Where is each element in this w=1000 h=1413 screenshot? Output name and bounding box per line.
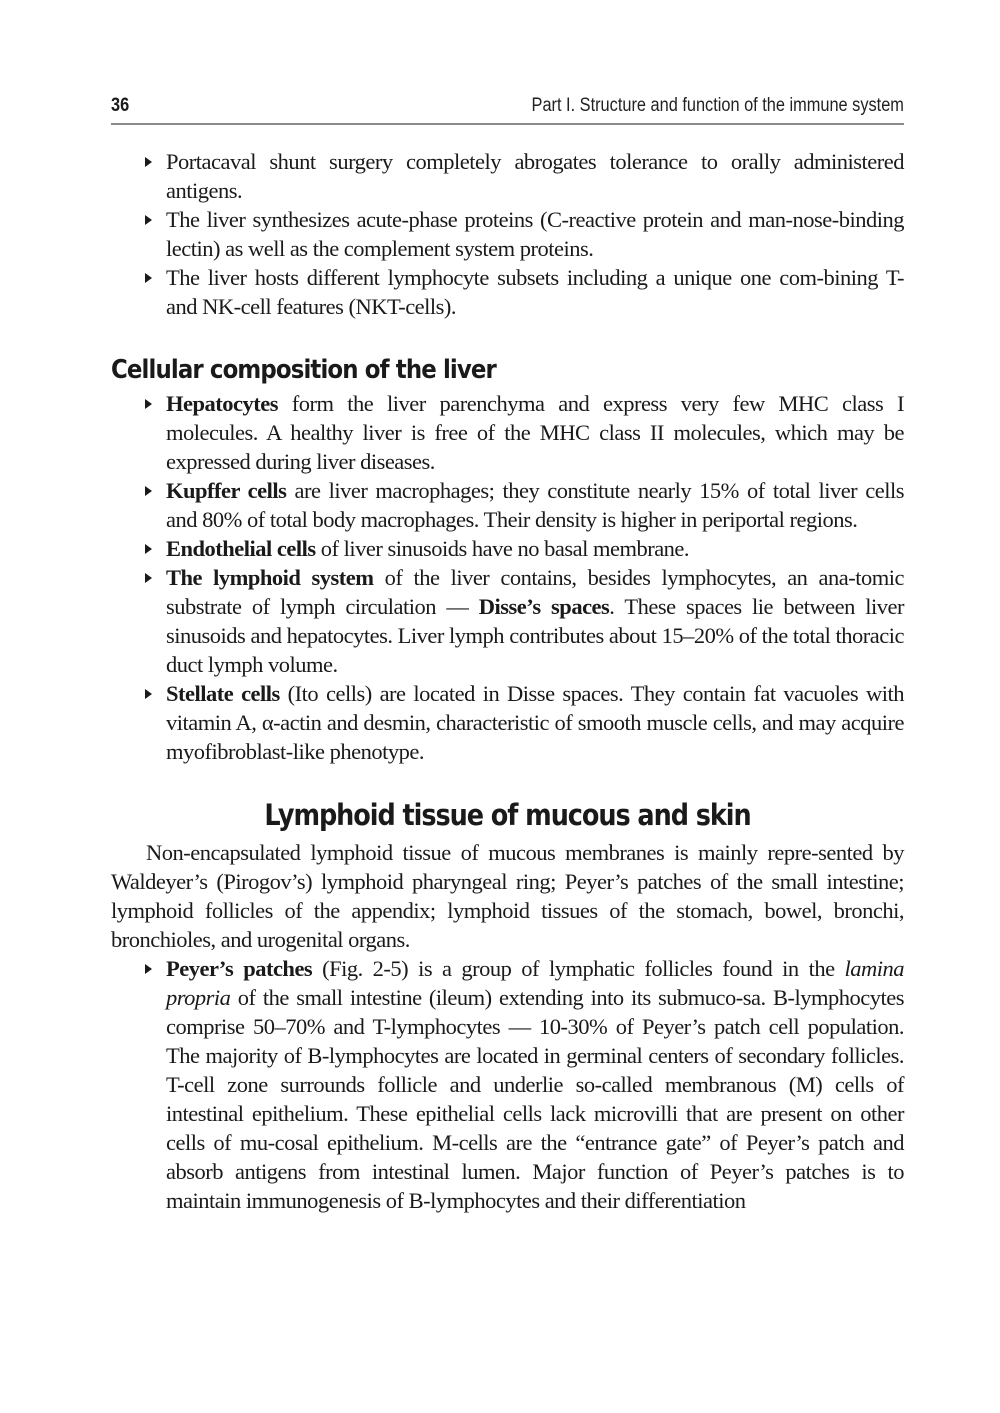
bullet-arrow-icon (145, 157, 152, 167)
list-item (166, 389, 904, 476)
term: Hepatocytes (166, 391, 278, 416)
bullet-text: (Ito cells) are located in Disse spaces. They contain fat vacuoles with vitamin A, α-actin and desmin, characteristic of smooth muscle cells, and may acquire myofibroblast-like phenotype. (166, 681, 904, 764)
bullet-text: The liver synthesizes acute-phase proteins (C-reactive protein and man-nose-binding lectin) as well as the complement system proteins. (166, 207, 904, 261)
list-item (166, 205, 904, 263)
bullet-text: are liver macrophages; they constitute nearly 15% of total liver cells and 80% of total body macrophages. Their density is higher in periportal regions. (166, 478, 905, 532)
mucous-bullet-list (111, 954, 904, 1215)
book-page (111, 95, 904, 1215)
term: Disse’s spaces (478, 594, 610, 619)
list-item (166, 263, 904, 321)
bullet-arrow-icon (145, 544, 152, 554)
bullet-text: The liver hosts different lymphocyte subsets including a unique one com-bining T- and NK-cell features (NKT-cells). (166, 265, 904, 319)
list-item (166, 679, 904, 766)
bullet-arrow-icon (145, 486, 152, 496)
header-rule (111, 123, 904, 125)
list-item (166, 534, 904, 563)
section-heading: Cellular composition of the liver (111, 355, 496, 385)
bullet-text: form the liver parenchyma and express very few MHC class I molecules. A healthy liver is free of the MHC class II molecules, which may be expressed during liver diseases. (166, 391, 904, 474)
bullet-text: . These spaces lie between liver sinusoids and hepatocytes. Liver lymph contributes about 15–20% of the total thoracic duct lymph volume. (166, 594, 904, 677)
italic-term: lamina propria (166, 956, 904, 1010)
list-item (166, 147, 904, 205)
bullet-arrow-icon (145, 399, 152, 409)
list-item (166, 476, 904, 534)
paragraph: Non-encapsulated lymphoid tissue of mucous membranes is mainly repre-sented by Waldeyer’s (Pirogov’s) lymphoid pharyngeal ring; Peyer’s patches of the small intestine; lymphoid follicles of the appendix; lymphoid tissues of the stomach, bowel, bronchi, bronchioles, and urogenital organs. (111, 840, 904, 952)
bullet-text: of the small intestine (ileum) extending into its submuco-sa. B-lymphocytes comprise 50–70% and T-lymphocytes — 10-30% of Peyer’s patch cell population. The majority of B-lymphocytes are located in germinal centers of secondary follicles. T-cell zone surrounds follicle and underlie so-called membranous (M) cells of intestinal epithelium. These epithelial cells lack microvilli that are present on other cells of mu-cosal epithelium. M-cells are the “entrance gate” of Peyer’s patch and absorb antigens from intestinal lumen. Major function of Peyer’s patches is to maintain immunogenesis of B-lymphocytes and their differentiation (166, 985, 904, 1213)
term: Endothelial cells (166, 536, 316, 561)
page-number: 36 (111, 95, 130, 116)
bullet-arrow-icon (145, 215, 152, 225)
running-title: Part I. Structure and function of the immune system (531, 95, 904, 116)
term: Stellate cells (166, 681, 280, 706)
term: Kupffer cells (166, 478, 287, 503)
liver-bullet-list (111, 389, 904, 766)
bullet-text: of liver sinusoids have no basal membrane. (315, 536, 690, 561)
chapter-heading: Lymphoid tissue of mucous and skin (264, 798, 751, 832)
bullet-arrow-icon (145, 689, 152, 699)
body-text (111, 147, 904, 1215)
term: The lymphoid system (166, 565, 374, 590)
bullet-arrow-icon (145, 573, 152, 583)
intro-bullet-list (111, 147, 904, 321)
bullet-arrow-icon (145, 273, 152, 283)
list-item (166, 563, 904, 679)
bullet-text: of the liver contains, besides lymphocytes, an ana-tomic substrate of lymph circulation — (166, 565, 904, 619)
list-item (166, 954, 904, 1215)
running-head (111, 95, 904, 123)
term: Peyer’s patches (166, 956, 313, 981)
bullet-text: (Fig. 2-5) is a group of lymphatic follicles found in the (312, 956, 845, 981)
bullet-arrow-icon (145, 964, 152, 974)
bullet-text: Portacaval shunt surgery completely abrogates tolerance to orally administered antigens. (166, 149, 904, 203)
